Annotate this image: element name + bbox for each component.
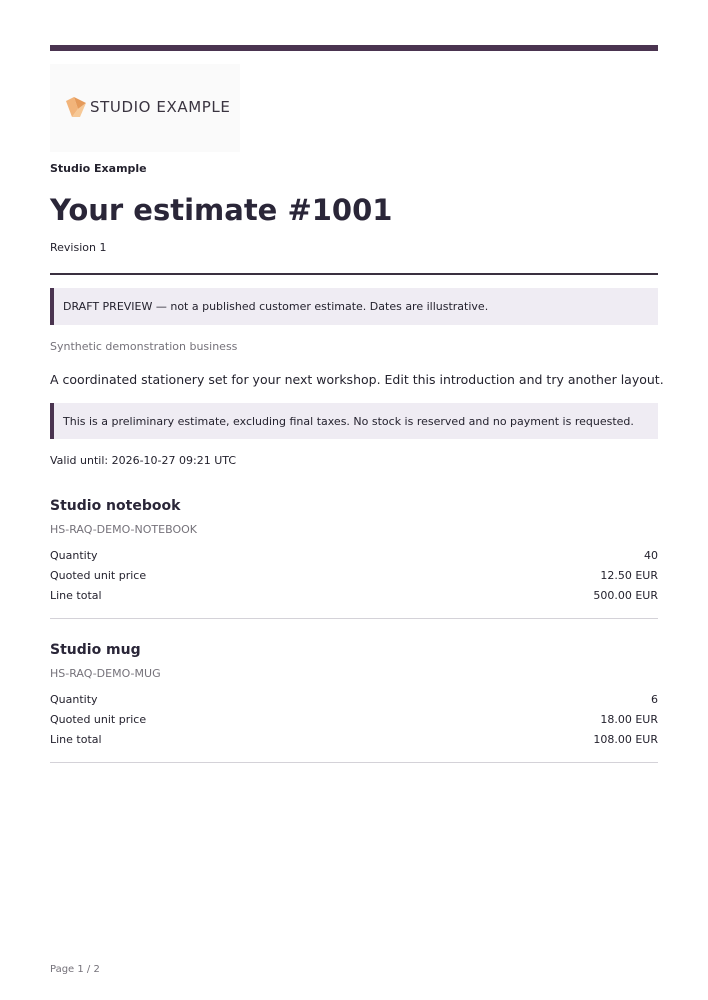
logo-text: STUDIO EXAMPLE [90, 98, 231, 116]
business-subtitle: Synthetic demonstration business [50, 340, 238, 353]
row-value: 40 [644, 549, 658, 562]
revision-label: Revision 1 [50, 241, 107, 254]
item-details [50, 693, 658, 753]
line-item [50, 640, 658, 753]
unit-price-row [50, 713, 658, 733]
line-total-row [50, 589, 658, 609]
row-value: 6 [651, 693, 658, 706]
draft-notice [50, 288, 658, 325]
draft-notice-text: DRAFT PREVIEW — not a published customer estimate. Dates are illustrative. [63, 300, 489, 313]
row-label: Quoted unit price [50, 713, 147, 726]
row-value: 500.00 EUR [593, 589, 658, 602]
top-accent-bar [50, 45, 658, 51]
row-value: 18.00 EUR [600, 713, 658, 726]
item-sku: HS-RAQ-DEMO-MUG [50, 667, 161, 680]
quantity-row [50, 693, 658, 713]
header-divider [50, 273, 658, 275]
line-total-row [50, 733, 658, 753]
row-label: Quantity [50, 693, 98, 706]
line-item [50, 496, 658, 609]
item-sku: HS-RAQ-DEMO-NOTEBOOK [50, 523, 197, 536]
row-value: 12.50 EUR [600, 569, 658, 582]
unit-price-row [50, 569, 658, 589]
row-label: Line total [50, 733, 102, 746]
page-number: Page 1 / 2 [50, 964, 100, 975]
folded-diamond-logo-icon [64, 95, 88, 119]
quantity-row [50, 549, 658, 569]
valid-until: Valid until: 2026-10-27 09:21 UTC [50, 454, 237, 467]
item-name: Studio mug [50, 642, 141, 658]
item-divider [50, 618, 658, 619]
row-label: Quoted unit price [50, 569, 147, 582]
business-name: Studio Example [50, 162, 147, 175]
item-divider [50, 762, 658, 763]
intro-text: A coordinated stationery set for your next workshop. Edit this introduction and try another layout. [50, 372, 664, 387]
preliminary-notice [50, 403, 658, 439]
preliminary-notice-text: This is a preliminary estimate, excluding final taxes. No stock is reserved and no payment is requested. [63, 414, 634, 428]
page-title: Your estimate #1001 [50, 193, 393, 227]
row-label: Quantity [50, 549, 98, 562]
item-details [50, 549, 658, 609]
row-label: Line total [50, 589, 102, 602]
row-value: 108.00 EUR [593, 733, 658, 746]
logo [50, 64, 240, 152]
item-name: Studio notebook [50, 498, 181, 514]
